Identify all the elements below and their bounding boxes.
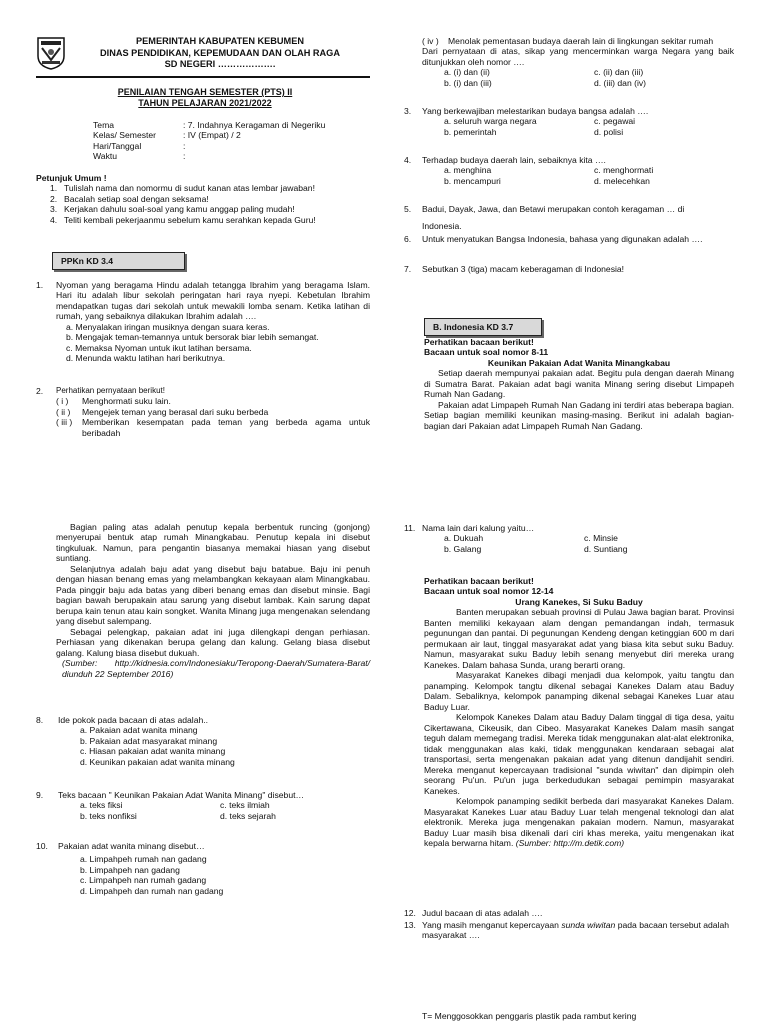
question-1-text: Nyoman yang beragama Hindu adalah tetangga Ibrahim yang beragama Islam. Hari itu adalah libur sekolah peringatan hari raya nyepi. Kebetulan Ibrahim mendapatkan tugas dari sekolah untuk mewakili lomba senam. Ketika latihan di rumah, yang sebaiknya dilakukan Ibrahim adalah ….: [56, 280, 370, 322]
info-row: Tema : 7. Indahnya Keragaman di Negeriku: [93, 120, 326, 130]
reading-minang-continued: Bagian paling atas adalah penutup kepala berbentuk runcing (gonjong) menyerupai bentuk atap rumah Minangkabau. Penutup kepala ini disebut tingkuluak. Namun, para pengantin biasanya memakai hiasan yang disebut suntiang. Selanjutnya adalah baju adat yang disebut baju batabue. Baju ini penuh dengan hiasan benang emas yang melambangkan kekayaan alam Minangkabau. Pada pinggir baju ada batas yang diberi benang emas dan disebut minsie. Bagi bagian bawah berupakain atau sarung yang disebut lambak. Kain sarung dapat berupa kain tenun atau kain songket. Wanita Minang juga mengenakan selendang yang disebut salempang. Sebagai pelengkap, pakaian adat ini juga dilengkapi dengan perhiasan. Perhiasan yang dikenakan berupa gelang dan kalung. Gelang biasa disebut galang. Kalung biasa disebut dukuah. (Sumber: http://kidnesia.com/Indonesiaku/Teropong-Daerah/Sumatera-Barat/ diunduh 22 September 2016): [56, 522, 370, 679]
option: d. Keunikan pakaian adat wanita minang: [80, 756, 235, 767]
option: d. (iii) dan (iv): [594, 77, 647, 88]
reading-title: Keunikan Pakaian Adat Wanita Minangkabau: [487, 357, 671, 368]
instructions: [36, 173, 370, 225]
option: b. Mengajak teman-temannya untuk bersorak biar lebih semangat.: [66, 332, 319, 343]
option: c. menghormati: [594, 165, 654, 176]
option: a. seluruh warga negara: [444, 116, 537, 127]
exam-title-line1: PENILAIAN TENGAH SEMESTER (PTS) II: [117, 87, 293, 97]
header-line2: DINAS PENDIDIKAN, KEPEMUDAAN DAN OLAH RAGA: [100, 47, 340, 58]
option: a. teks fiksi: [80, 800, 123, 811]
option: c. (ii) dan (iii): [594, 67, 644, 78]
header-divider: [36, 76, 370, 78]
question-2-text: Perhatikan pernyataan berikut!: [56, 386, 165, 395]
option: c. Limpahpeh nan rumah gadang: [80, 875, 207, 886]
option: c. pegawai: [594, 116, 636, 127]
header-line3: SD NEGERI ……………….: [164, 59, 276, 69]
option: a. (i) dan (ii): [444, 67, 490, 78]
reading-title: Urang Kanekes, Si Suku Baduy: [515, 596, 643, 607]
question-2: 2. Perhatikan pernyataan berikut! ( i ) Menghormati suku lain. ( ii ) Mengejek teman yang berasal dari suku berbeda ( iii ) Memberikan kesempatan pada teman yang berbeda agama untuk beribadah: [36, 386, 370, 438]
option: b. (i) dan (iii): [444, 77, 492, 88]
option: c. teks ilmiah: [220, 800, 270, 811]
option: b. Pakaian adat masyarakat minang: [80, 735, 218, 746]
question-13: 13. Yang masih menganut kepercayaan sunda wiwitan pada bacaan tersebut adalah masyarakat ….: [404, 920, 730, 941]
reading-baduy: Perhatikan bacaan berikut! Bacaan untuk soal nomor 12-14 Urang Kanekes, Si Suku Baduy Banten merupakan sebuah provinsi di Pulau Jawa bagian barat. Provinsi Banten memiliki kekayaan alam dengan pemandangan indah, termasuk pegunungan dan pantai. Di pegunungan Kendeng dengan ketinggian 600 m dari permukaan air laut, tinggal masyarakat adat yang biasa kita sebut suku Baduy. Namun, masyarakat suku Baduy lebih senang menyebut diri mereka urang Kanekes. Dalam bahasa Sunda, urang berarti orang. Masyarakat Kanekes dibagi menjadi dua kelompok, yaitu tangtu dan panamping. Kelompok tangtu dikenal sebagai Kanekes Dalam atau Baduy Dalam. Sebaliknya, kelompok panamping dikenal sebagai Kanekes Luar atau Baduy Luar. Kelompok Kanekes Dalam atau Baduy Dalam tinggal di tiga desa, yaitu Cikertawana, Cikeusik, dan Cibeo. Masyarakat Kanekes Dalam masih sangat teguh dalam memegang tradisi. Mereka tidak menggunakan alat-alat elektronika, tidak menggunakan alas kaki, tidak menggunakan kendaraan sebagai alat transportasi, serta mengenakan pakaian adat yang ditenun dandijahit sendiri. Mereka menganut kepercayaan tradisional "sunda wiwitan" dan dipimpin oleh seorang Pu'un. Pu'un juga berkedudukan sebagai pemimpin masyarakat Kanekes. Kelompok panamping sedikit berbeda dari masyarakat Kanekes Dalam. Masyarakat Kanekes Luar atau Baduy Luar telah mengenal teknologi dan alat elektronik. Mereka juga mengenakan pakaian modern. Namun, masyarakat Baduy Luar masih bisa dikenali dari ciri khas mereka, yaitu mengenakan ikat kepala berwarna hitam. (Sumber: http://m.detik.com): [424, 576, 734, 849]
question-9: 9. Teks bacaan " Keunikan Pakaian Adat Wanita Minang" disebut… a. teks fiksi b. teks nonfiksi c. teks ilmiah d. teks sejarah: [36, 790, 370, 821]
option: c. Memaksa Nyoman untuk ikut latihan bersama.: [66, 342, 252, 353]
question-3: 3. Yang berkewajiban melestarikan budaya bangsa adalah …. a. seluruh warga negara b. pemerintah c. pegawai d. polisi: [404, 106, 734, 137]
footer-note: T= Menggosokkan penggaris plastik pada rambut kering: [422, 1011, 637, 1021]
exam-info: [93, 120, 325, 162]
source-citation: (Sumber: http://kidnesia.com/Indonesiaku/Teropong-Daerah/Sumatera-Barat/ diunduh 22 September 2016): [62, 658, 370, 679]
statement-item: ( i ) Menghormati suku lain.: [56, 396, 171, 407]
info-row: Waktu :: [93, 151, 186, 162]
exam-title: [40, 87, 370, 109]
option: d. teks sejarah: [220, 810, 276, 821]
option: d. Limpahpeh dan rumah nan gadang: [80, 885, 224, 896]
option: b. Limpahpeh nan gadang: [80, 864, 180, 875]
statement-item: ( ii ) Mengejek teman yang berasal dari suku berbeda: [56, 406, 269, 417]
header-line1: PEMERINTAH KABUPATEN KEBUMEN: [136, 36, 304, 46]
option: d. Menunda waktu latihan hari berikutnya.: [66, 353, 226, 364]
question-5: 5. Badui, Dayak, Jawa, dan Betawi merupakan contoh keragaman … di Indonesia.: [404, 204, 685, 232]
question-12: 12. Judul bacaan di atas adalah ….: [404, 908, 543, 918]
question-6: 6. Untuk menyatukan Bangsa Indonesia, bahasa yang digunakan adalah ….: [404, 234, 703, 244]
school-emblem: [36, 36, 66, 70]
instruction-item: 1. Tulislah nama dan nomormu di sudut kanan atas lembar jawaban!: [50, 183, 315, 194]
letterhead: [70, 36, 370, 71]
instructions-title: Petunjuk Umum !: [36, 173, 107, 183]
info-row: Hari/Tanggal :: [93, 140, 186, 151]
emblem-icon: [36, 36, 66, 70]
statement-item: ( iii ) Memberikan kesempatan pada teman yang berbeda agama untuk beribadah: [56, 417, 370, 438]
option: d. Suntiang: [584, 543, 628, 554]
reading-minang-intro: Perhatikan bacaan berikut! Bacaan untuk soal nomor 8-11 Keunikan Pakaian Adat Wanita Minangkabau Setiap daerah mempunyai pakaian adat. Begitu pula dengan daerah Minang di Sumatra Barat. Pakaian adat bagi wanita Minang sering disebut Limpapeh Rumah Nan Gadang. Pakaian adat Limpapeh Rumah Nan Gadang ini terdiri atas beberapa bagian. Setiap bagian memiliki keunikan masing-masing. Berikut ini adalah bagian-bagian dari Pakaian adat Limpapeh Rumah Nan Gadang.: [424, 337, 734, 431]
instruction-item: 4. Teliti kembali pekerjaanmu sebelum kamu serahkan kepada Guru!: [50, 214, 316, 225]
option: b. mencampuri: [444, 175, 501, 186]
question-10: 10. Pakaian adat wanita minang disebut… a. Limpahpeh rumah nan gadang b. Limpahpeh nan gadang c. Limpahpeh nan rumah gadang d. Limpahpeh dan rumah nan gadang: [36, 841, 370, 896]
exam-title-line2: TAHUN PELAJARAN 2021/2022: [138, 97, 272, 108]
question-11: 11. Nama lain dari kalung yaitu… a. Dukuah b. Galang c. Minsie d. Suntiang: [404, 523, 734, 554]
option: a. Dukuah: [444, 533, 484, 544]
option: b. teks nonfiksi: [80, 810, 137, 821]
question-1: 1. Nyoman yang beragama Hindu adalah tetangga Ibrahim yang beragama Islam. Hari itu adalah libur sekolah peringatan hari raya nyepi. Kebetulan Ibrahim mendapatkan tugas dari sekolah untuk mewakili lomba senam. Ketika latihan di rumah, yang sebaiknya dilakukan Ibrahim adalah …. a. Menyalakan iringan musiknya dengan suara keras. b. Mengajak teman-temannya untuk bersorak biar lebih semangat. c. Memaksa Nyoman untuk ikut latihan bersama. d. Menunda waktu latihan hari berikutnya.: [36, 280, 370, 364]
info-row: Kelas/ Semester : IV (Empat) / 2: [93, 130, 241, 141]
option: b. pemerintah: [444, 126, 497, 137]
question-2-continued: ( iv ) Menolak pementasan budaya daerah lain di lingkungan sekitar rumah Dari pernyataan di atas, sikap yang mencerminkan warga Negara yang baik ditunjukkan oleh nomor …. a. (i) dan (ii) b. (i) dan (iii) c. (ii) dan (iii) d. (iii) dan (iv): [422, 36, 734, 88]
instruction-item: 2. Bacalah setiap soal dengan seksama!: [50, 193, 209, 204]
question-4: 4. Terhadap budaya daerah lain, sebaiknya kita …. a. menghina b. mencampuri c. menghormati d. melecehkan: [404, 155, 734, 186]
option: d. melecehkan: [594, 175, 650, 186]
option: c. Minsie: [584, 533, 618, 544]
option: a. Limpahpeh rumah nan gadang: [80, 854, 207, 865]
option: c. Hiasan pakaian adat wanita minang: [80, 746, 226, 757]
section-label-bind: B. Indonesia KD 3.7: [424, 318, 542, 336]
question-8: 8. Ide pokok pada bacaan di atas adalah.. a. Pakaian adat wanita minang b. Pakaian adat masyarakat minang c. Hiasan pakaian adat wanita minang d. Keunikan pakaian adat wanita minang: [36, 715, 370, 767]
option: a. Menyalakan iringan musiknya dengan suara keras.: [66, 321, 270, 332]
option: b. Galang: [444, 543, 482, 554]
option: a. menghina: [444, 165, 492, 176]
source-citation: (Sumber: http://m.detik.com): [515, 838, 625, 849]
question-7: 7. Sebutkan 3 (tiga) macam keberagaman di Indonesia!: [404, 264, 625, 274]
option: d. polisi: [594, 126, 624, 137]
instruction-item: 3. Kerjakan dahulu soal-soal yang kamu anggap paling mudah!: [50, 204, 295, 215]
option: a. Pakaian adat wanita minang: [80, 725, 198, 736]
section-label-ppkn: PPKn KD 3.4: [52, 252, 185, 270]
